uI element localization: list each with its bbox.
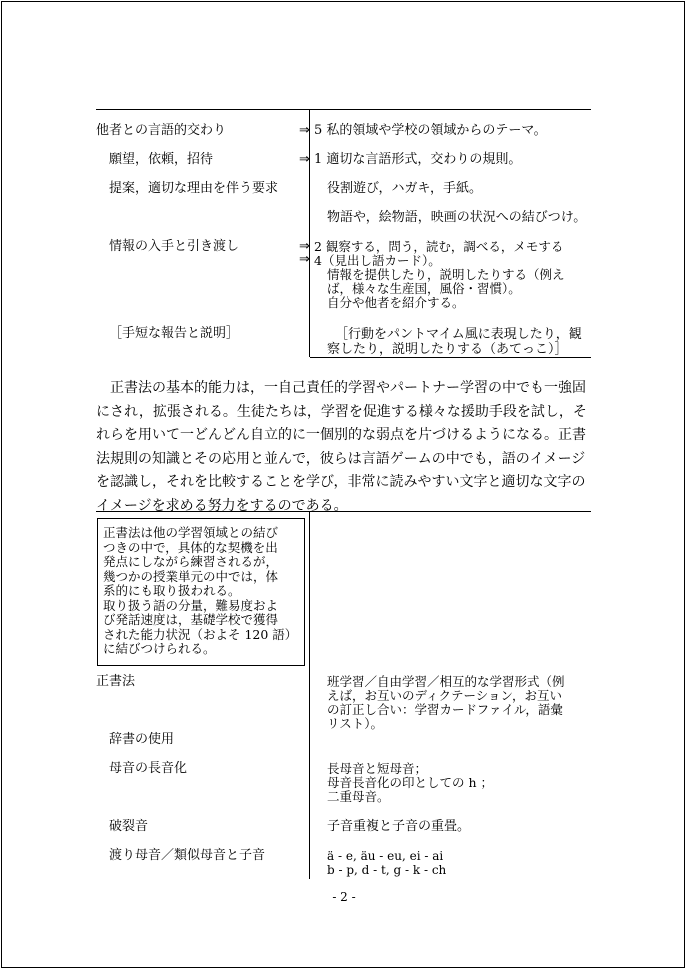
row-text-information <box>314 240 565 310</box>
row-text-theme: 5 私的領域や学校の領域からのテーマ。 <box>314 123 547 138</box>
vowel-line: 長母音と短母音； <box>327 761 428 776</box>
row-label-dictionary: 辞書の使用 <box>109 732 175 747</box>
arrow-icon: ⇒ <box>299 123 310 138</box>
vowel-line: 二重母音。 <box>327 789 390 804</box>
arrow-icon: ⇒ <box>299 239 310 254</box>
table2-column-divider <box>309 511 310 879</box>
learning-line: 班学習／自由学習／相互的な学習形式（例 <box>327 674 565 689</box>
vowel-line: 母音長音化の印としての h ； <box>327 775 493 790</box>
arrow-icon: ⇒ <box>299 252 310 267</box>
info-line: 4（見出し語カード）。 <box>314 253 441 268</box>
row-text-vowels <box>327 762 493 804</box>
note-box-text <box>103 526 301 657</box>
page-number: - 2 - <box>332 890 356 904</box>
row-label-proposal: 提案，適切な理由を伴う要求 <box>109 181 279 196</box>
letter-pair-line: b - p, d - t, g - k - ch <box>327 863 447 877</box>
body-paragraph <box>96 377 596 518</box>
row-label-verbal-interaction: 他者との言語的交わり <box>96 123 227 138</box>
info-line: 2 観察する，問う，読む，調べる，メモする <box>314 239 564 254</box>
paragraph-line: 法規則の知識とその応用と並んで，彼らは言語ゲームの中でも，語のイメージ <box>96 450 586 467</box>
pantomime-line: ［行動をパントマイム風に表現したり，観 <box>335 327 582 342</box>
paragraph-line: イメージを求める努力をするのである。 <box>96 497 348 514</box>
learning-line: の訂正し合い：学習カードファイル，語彙 <box>327 702 563 717</box>
row-label-vowel-length: 母音の長音化 <box>109 761 188 776</box>
table1-column-divider <box>309 109 310 357</box>
note-line: び発話速度は，基礎学校で獲得 <box>103 612 279 627</box>
paragraph-line: にされ，拡張される。生徒たちは，学習を促進する様々な援助手段を試し，そ <box>96 403 587 420</box>
pantomime-line: 察したり，説明したりする（あてっこ）］ <box>327 342 568 357</box>
row-text-roleplay: 役割遊び，ハガキ，手紙。 <box>327 181 482 196</box>
row-text-letter-pairs <box>327 849 446 877</box>
info-line: 情報を提供したり，説明したりする（例え <box>327 267 565 282</box>
note-line: 取り扱う語の分量，難易度およ <box>103 597 279 613</box>
row-label-information: 情報の入手と引き渡し <box>109 239 240 254</box>
row-text-group-learning <box>327 675 565 731</box>
row-label-short-report: ［手短な報告と説明］ <box>109 326 240 341</box>
info-line: ば，様々な生産国，風俗・習慣）。 <box>327 281 521 296</box>
row-text-consonants: 子音重複と子音の重畳。 <box>327 819 471 834</box>
arrow-icon: ⇒ <box>299 152 310 167</box>
letter-pair-line: ä - e, äu - eu, ei - ai <box>327 849 444 863</box>
note-line: に結びつけられる。 <box>103 641 216 656</box>
table2-top-rule <box>96 511 591 512</box>
row-text-language-form: 1 適切な言語形式，交わりの規則。 <box>314 152 522 167</box>
note-line: 正書法は他の学習領域との結び <box>103 525 279 540</box>
note-line: つきの中で，具体的な契機を出 <box>103 539 278 555</box>
note-line: 発点にしながら練習されるが， <box>103 554 279 569</box>
info-line: 自分や他者を紹介する。 <box>327 295 465 310</box>
paragraph-line: を認識し，それを比較することを学び，非常に読みやすい文字と適切な文字の <box>96 474 586 490</box>
row-label-glide-vowels: 渡り母音／類似母音と子音 <box>109 848 266 863</box>
note-line: 幾つかの授業単元の中では，体 <box>103 568 279 584</box>
row-label-plosive: 破裂音 <box>109 819 149 834</box>
note-line: された能力状況（およそ 120 語） <box>103 626 298 642</box>
paragraph-line: 正書法の基本的能力は，一自己責任的学習やパートナー学習の中でも一強固 <box>96 380 586 396</box>
row-text-pantomime <box>327 327 582 357</box>
table1-top-rule <box>96 109 591 110</box>
note-line: 系的にも取り扱われる。 <box>103 583 241 598</box>
table1-bottom-rule <box>310 357 591 358</box>
paragraph-line: れらを用いて一どんどん自立的に一個別的な弱点を片づけるようになる。正書 <box>96 427 586 443</box>
learning-line: えば，お互いのディクテーション，お互い <box>327 688 563 703</box>
row-label-orthography: 正書法 <box>96 674 136 689</box>
row-label-wish-request: 願望，依頼，招待 <box>109 152 214 167</box>
learning-line: リスト）。 <box>327 716 384 731</box>
row-text-story: 物語や，絵物語，映画の状況への結びつけ。 <box>327 210 587 225</box>
